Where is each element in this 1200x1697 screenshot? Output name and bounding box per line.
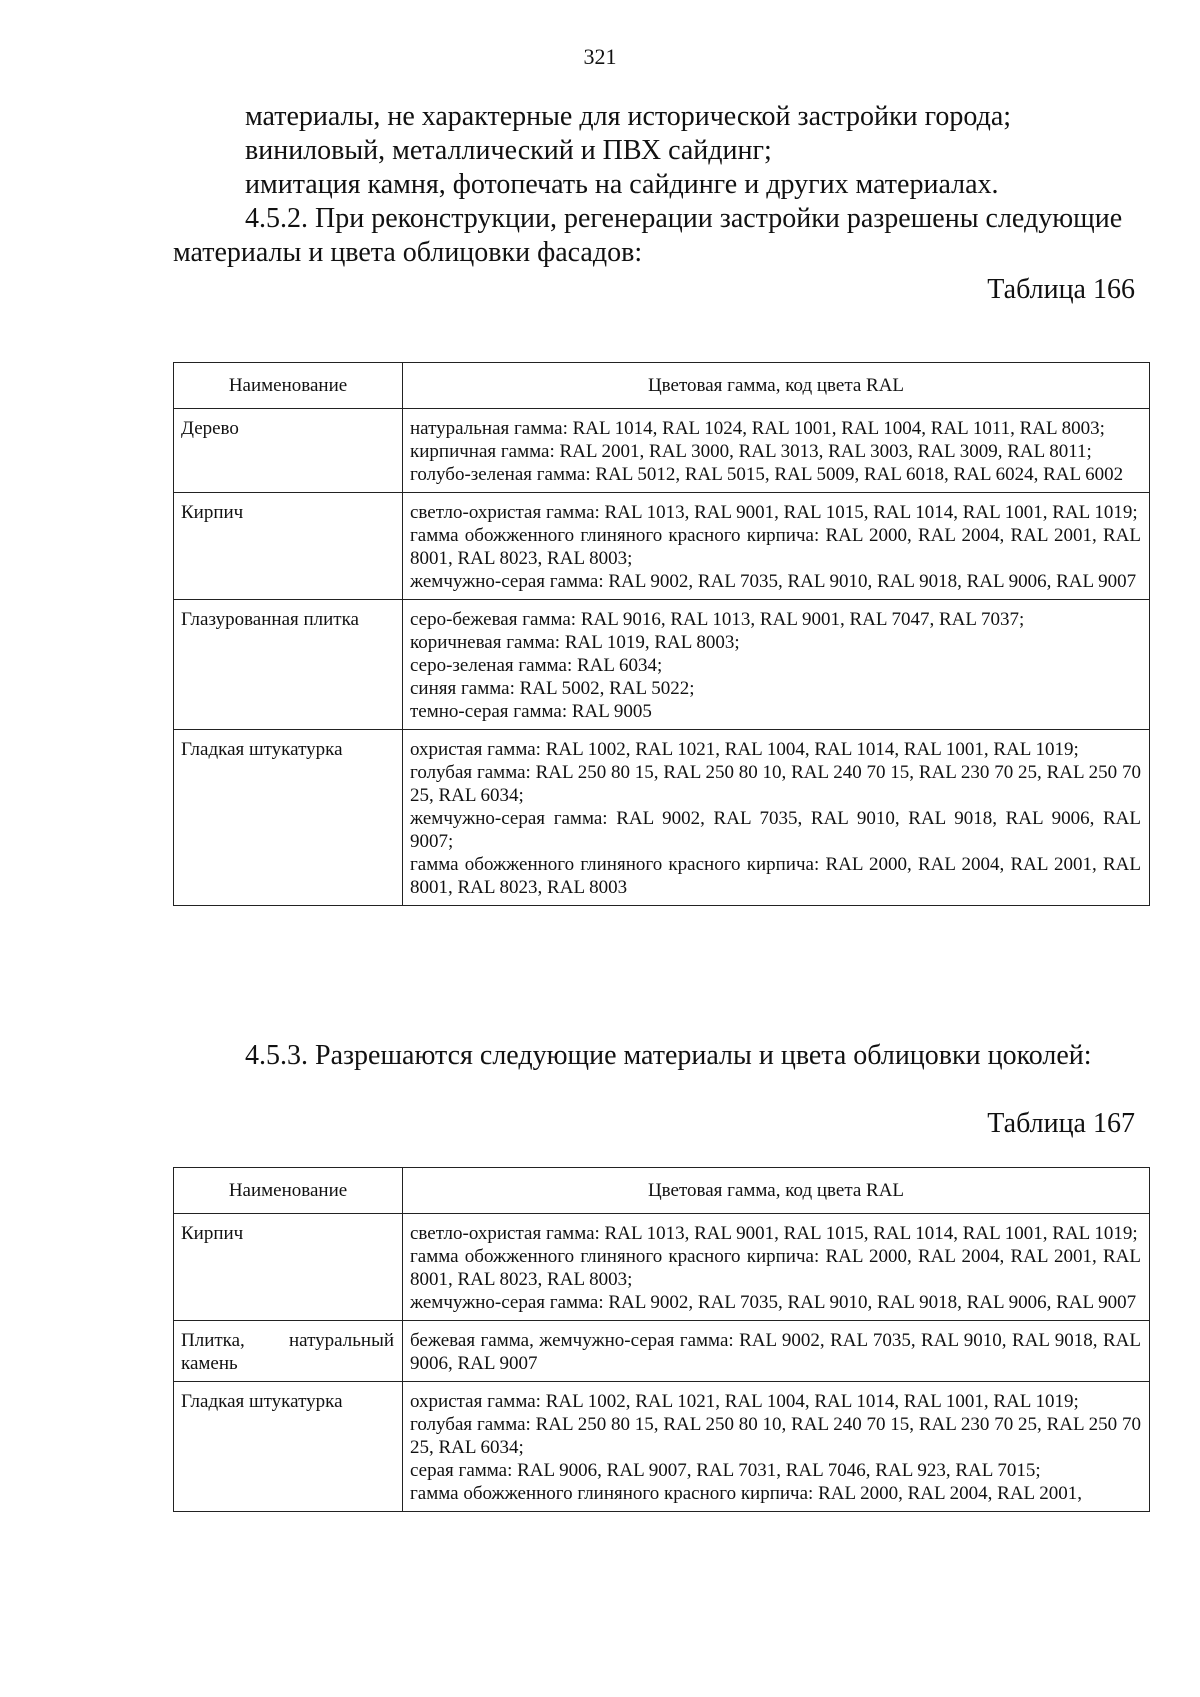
section-4-5-3-heading: 4.5.3. Разрешаются следующие материалы и цвета облицовки цоколей: xyxy=(245,1040,1092,1071)
color-codes: охристая гамма: RAL 1002, RAL 1021, RAL 1004, RAL 1014, RAL 1001, RAL 1019; голубая гамма: RAL 250 80 15, RAL 250 80 10, RAL 240 70 15, RAL 230 70 25, RAL 250 70 25, RAL 6034; серая гамма: RAL 9006, RAL 9007, RAL 7031, RAL 7046, RAL 923, RAL 7015; гамма обожженного глиняного красного кирпича: RAL 2000, RAL 2004, RAL 2001, xyxy=(403,1382,1150,1512)
table-row xyxy=(174,1214,1150,1321)
table-row xyxy=(174,493,1150,600)
header-name: Наименование xyxy=(174,1168,403,1214)
color-codes: охристая гамма: RAL 1002, RAL 1021, RAL 1004, RAL 1014, RAL 1001, RAL 1019; голубая гамма: RAL 250 80 15, RAL 250 80 10, RAL 240 70 15, RAL 230 70 25, RAL 250 70 25, RAL 6034; жемчужно-серая гамма: RAL 9002, RAL 7035, RAL 9010, RAL 9018, RAL 9006, RAL 9007; гамма обожженного глиняного красного кирпича: RAL 2000, RAL 2004, RAL 2001, RAL 8001, RAL 8023, RAL 8003 xyxy=(403,730,1150,906)
color-codes: бежевая гамма, жемчужно-серая гамма: RAL 9002, RAL 7035, RAL 9010, RAL 9018, RAL 9006, RAL 9007 xyxy=(403,1321,1150,1382)
table-header-row xyxy=(174,1168,1150,1214)
intro-line: виниловый, металлический и ПВХ сайдинг; xyxy=(245,135,772,166)
material-name: Глазурованная плитка xyxy=(174,600,403,730)
header-colors: Цветовая гамма, код цвета RAL xyxy=(403,363,1150,409)
intro-line: материалы, не характерные для исторической застройки города; xyxy=(245,101,1012,132)
table-row xyxy=(174,409,1150,493)
section-4-5-2-continuation: материалы и цвета облицовки фасадов: xyxy=(173,237,643,268)
section-4-5-2-heading: 4.5.2. При реконструкции, регенерации застройки разрешены следующие xyxy=(245,203,1123,234)
table-167 xyxy=(173,1167,1150,1512)
table-header-row xyxy=(174,363,1150,409)
material-name: Гладкая штукатурка xyxy=(174,1382,403,1512)
material-name: Гладкая штукатурка xyxy=(174,730,403,906)
intro-text xyxy=(173,100,1135,270)
table-row xyxy=(174,730,1150,906)
table-row xyxy=(174,1321,1150,1382)
table-row xyxy=(174,1382,1150,1512)
color-codes: светло-охристая гамма: RAL 1013, RAL 9001, RAL 1015, RAL 1014, RAL 1001, RAL 1019; гамма обожженного глиняного красного кирпича: RAL 2000, RAL 2004, RAL 2001, RAL 8001, RAL 8023, RAL 8003; жемчужно-серая гамма: RAL 9002, RAL 7035, RAL 9010, RAL 9018, RAL 9006, RAL 9007 xyxy=(403,493,1150,600)
color-codes: светло-охристая гамма: RAL 1013, RAL 9001, RAL 1015, RAL 1014, RAL 1001, RAL 1019; гамма обожженного глиняного красного кирпича: RAL 2000, RAL 2004, RAL 2001, RAL 8001, RAL 8023, RAL 8003; жемчужно-серая гамма: RAL 9002, RAL 7035, RAL 9010, RAL 9018, RAL 9006, RAL 9007 xyxy=(403,1214,1150,1321)
table-167-caption: Таблица 167 xyxy=(987,1108,1135,1139)
material-name: Кирпич xyxy=(174,493,403,600)
material-name: Плитка, натуральный камень xyxy=(174,1321,403,1382)
table-row xyxy=(174,600,1150,730)
table-166 xyxy=(173,362,1150,906)
intro-line: имитация камня, фотопечать на сайдинге и других материалах. xyxy=(245,169,999,200)
page-number: 321 xyxy=(583,44,617,69)
header-name: Наименование xyxy=(174,363,403,409)
material-name: Дерево xyxy=(174,409,403,493)
color-codes: натуральная гамма: RAL 1014, RAL 1024, RAL 1001, RAL 1004, RAL 1011, RAL 8003; кирпичная гамма: RAL 2001, RAL 3000, RAL 3013, RAL 3003, RAL 3009, RAL 8011; голубо-зеленая гамма: RAL 5012, RAL 5015, RAL 5009, RAL 6018, RAL 6024, RAL 6002 xyxy=(403,409,1150,493)
header-colors: Цветовая гамма, код цвета RAL xyxy=(403,1168,1150,1214)
table-166-caption: Таблица 166 xyxy=(987,274,1135,305)
color-codes: серо-бежевая гамма: RAL 9016, RAL 1013, RAL 9001, RAL 7047, RAL 7037; коричневая гамма: RAL 1019, RAL 8003; серо-зеленая гамма: RAL 6034; синяя гамма: RAL 5002, RAL 5022; темно-серая гамма: RAL 9005 xyxy=(403,600,1150,730)
material-name: Кирпич xyxy=(174,1214,403,1321)
